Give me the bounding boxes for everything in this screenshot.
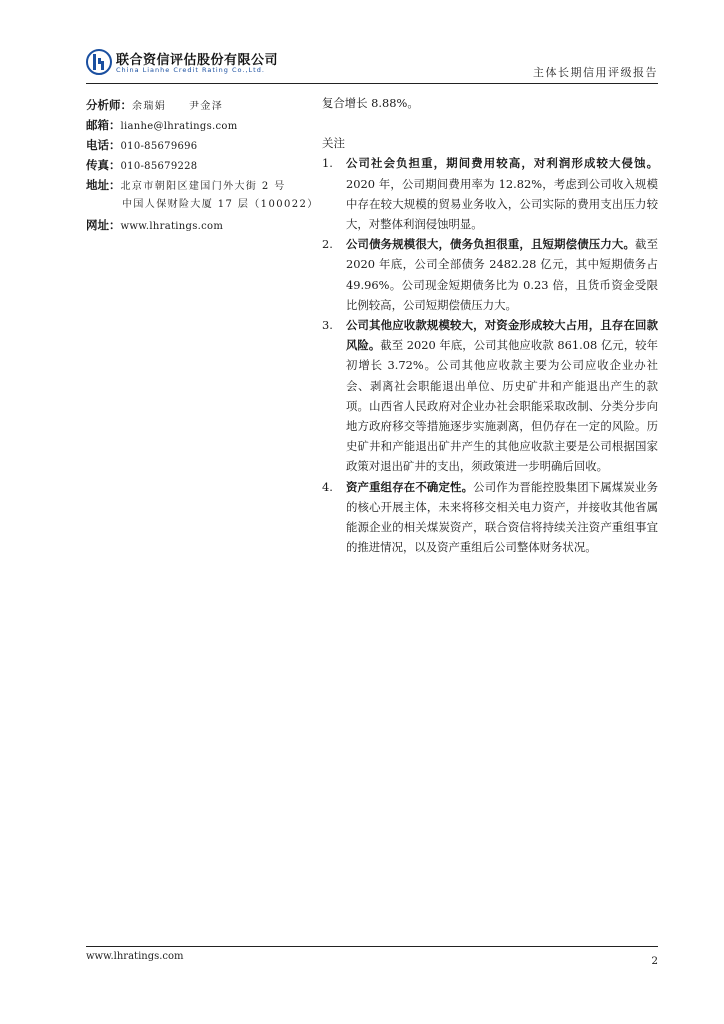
- list-item: [322, 153, 658, 234]
- analysts-value: 余瑞娟 尹金泽: [132, 101, 224, 112]
- website-label: 网址：: [86, 218, 121, 232]
- item-heading: 公司其他应收款规模较大，对资金形成较大占用，且存在回款风险。: [346, 318, 658, 353]
- company-name-en: China Lianhe Credit Rating Co.,Ltd.: [116, 66, 265, 74]
- email-value[interactable]: lianhe@lhratings.com: [120, 121, 238, 132]
- address-label: 地址：: [86, 178, 121, 192]
- item-number: 4.: [322, 479, 333, 494]
- phone-row: [86, 135, 306, 155]
- website-row: [86, 215, 306, 235]
- website-value[interactable]: www.lhratings.com: [120, 221, 224, 232]
- item-body: 截至 2020 年底，公司其他应收款 861.08 亿元，较年初增长 3.72%。公司其他应收款主要为公司应收企业办社会、剥离社会职能退出单位、历史矿井和产能退出产生的款项。山西省人民政府对企业办社会职能采取改制、分类分步向地方政府移交等措施逐步实施剥离，但仍存在一定的风险。历史矿井和产能退出矿井产生的其他应收款主要是公司根据国家政策对退出矿井的支出，须政策进一步明确后回收。: [346, 338, 658, 474]
- footer-divider: [86, 946, 658, 947]
- item-number: 2.: [322, 237, 333, 252]
- phone-value: 010-85679696: [120, 141, 198, 152]
- fax-row: [86, 155, 306, 175]
- address-line2: 中国人保财险大厦 17 层（100022）: [122, 199, 319, 210]
- page-number: 2: [651, 955, 658, 967]
- item-heading: 公司社会负担重，期间费用较高，对利润形成较大侵蚀。: [346, 156, 658, 171]
- lianhe-logo-icon: [86, 49, 112, 75]
- fax-value: 010-85679228: [120, 161, 198, 172]
- item-body: 截至 2020 年底，公司全部债务 2482.28 亿元，其中短期债务占 49.96%。公司现金短期债务比为 0.23 倍，且货币资金受限比例较高，公司短期偿债压力大。: [346, 237, 658, 312]
- report-type: 主体长期信用评级报告: [533, 66, 658, 79]
- item-heading: 公司债务规模很大，债务负担很重，且短期偿债压力大。: [346, 237, 636, 252]
- list-item: [322, 234, 658, 315]
- address-row: [86, 175, 306, 195]
- analysts-row: [86, 95, 306, 115]
- item-heading: 资产重组存在不确定性。: [346, 479, 474, 494]
- concerns-list: [322, 153, 658, 557]
- header-divider: [86, 83, 658, 84]
- intro-continuation: 复合增长 8.88%。: [322, 96, 419, 110]
- item-number: 3.: [322, 318, 333, 333]
- phone-label: 电话：: [86, 138, 121, 152]
- list-item: [322, 315, 658, 477]
- address-line1: 北京市朝阳区建国门外大街 2 号: [120, 181, 286, 192]
- footer-url[interactable]: www.lhratings.com: [86, 951, 184, 962]
- email-row: [86, 115, 306, 135]
- item-body: 公司作为晋能控股集团下属煤炭业务的核心开展主体，未来将移交相关电力资产，并接收其他省属能源企业的相关煤炭资产，联合资信将持续关注资产重组事宜的推进情况，以及资产重组后公司整体财务状况。: [346, 479, 658, 555]
- item-number: 1.: [322, 156, 333, 171]
- analysts-label: 分析师：: [86, 98, 132, 112]
- item-body: 2020 年，公司期间费用率为 12.82%，考虑到公司收入规模中存在较大规模的贸易业务收入，公司实际的费用支出压力较大，对整体利润侵蚀明显。: [346, 176, 658, 232]
- list-item: [322, 477, 658, 558]
- main-content: [322, 93, 658, 557]
- fax-label: 传真：: [86, 158, 121, 172]
- company-name-cn: 联合资信评估股份有限公司: [116, 53, 279, 68]
- email-label: 邮箱：: [86, 118, 121, 132]
- contact-info: [86, 95, 319, 235]
- page-header: [86, 46, 658, 82]
- section-title: 关注: [322, 136, 345, 151]
